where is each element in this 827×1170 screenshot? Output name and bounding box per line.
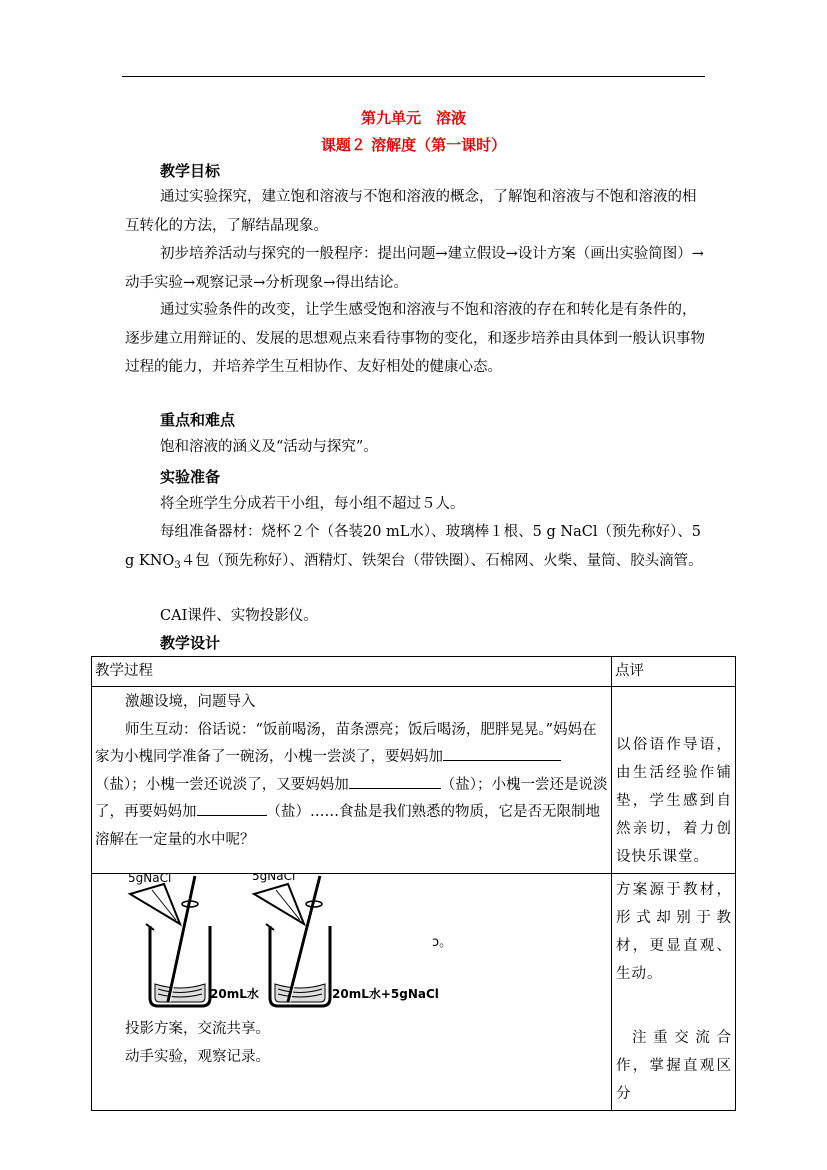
blank-2b xyxy=(429,774,441,789)
intro-comment: 以俗语作导语，由生活经验作铺垫，学生感到自然亲切，着力创设快乐课堂。 xyxy=(616,737,732,865)
prep-materials: 每组准备器材：烧杯２个（各装20 mL水）、玻璃棒１根、5 g NaCl（预先称好）、5 g $KNO_34$包（预先称好）、酒精灯、铁架台（带铁圈）、石棉网、火柴、量筒、胶头滴管。 xyxy=(125,524,703,571)
objective-3: 通过实验条件的改变，让学生感受饱和溶液与不饱和溶液的存在和转化是有条件的，逐步建立用辩证的、发展的思想观点来看待事物的变化，和逐步培养由具体到一般认识事物过程的能力，并培养学生互相协作、友好相处的健康心态。 xyxy=(125,302,705,375)
header-process: 教学过程 xyxy=(95,663,153,679)
beaker-2 xyxy=(252,874,439,1006)
design-heading: 教学设计 xyxy=(160,634,221,652)
step-share: 投影方案，交流共享。 xyxy=(125,1021,270,1037)
blank-2 xyxy=(349,774,429,789)
step-experiment: 动手实验，观察记录。 xyxy=(125,1048,270,1065)
keypoints-heading: 重点和难点 xyxy=(160,411,236,429)
blank-1 xyxy=(443,746,561,761)
blank-3 xyxy=(197,801,267,816)
header-comment-cell xyxy=(612,657,736,687)
beaker-illustration xyxy=(92,874,611,1014)
experiment-steps xyxy=(92,1014,611,1073)
keypoints-text: 饱和溶液的涵义及“活动与探究”。 xyxy=(160,439,378,455)
lesson-title: 课题２ 溶解度（第一课时） xyxy=(320,136,507,154)
experiment-comment-1: 方案源于教材，形式却别于教材，更显直观、生动。 xyxy=(616,882,732,982)
objective-1: 通过实验探究，建立饱和溶液与不饱和溶液的概念，了解饱和溶液与不饱和溶液的相互转化的方法，了解结晶现象。 xyxy=(125,189,697,234)
fig-caption-2: 20mL水+5gNaCl xyxy=(332,987,439,1001)
header-rule xyxy=(122,76,705,77)
intro-block xyxy=(92,687,611,856)
experiment-cell xyxy=(92,874,612,1111)
intro-story: 师生互动：俗话说：“饭前喝汤，苗条漂亮；饭后喝汤，肥胖晃晃。”妈妈在家为小槐同学准备了一碗汤，小槐一尝淡了，要妈妈加（盐）；小槐一尝还说淡了，又要妈妈加 （盐）；小槐一尝还是说淡了，再要妈妈加 （盐）……食盐是我们熟悉的物质，它是否无限制地溶解在一定量的水中呢？ xyxy=(95,721,608,848)
experiment-comment-cell xyxy=(612,874,736,1111)
experiment-figure xyxy=(92,874,611,1014)
intro-comment-cell xyxy=(612,687,736,874)
prep-heading: 实验准备 xyxy=(160,468,221,486)
header-comment: 点评 xyxy=(615,663,644,679)
intro-cell xyxy=(92,687,612,874)
prep-groups: 将全班学生分成若干小组，每小组不超过５人。 xyxy=(160,496,465,512)
fig-label-1: 5gNaCl xyxy=(128,874,172,885)
objectives-heading: 教学目标 xyxy=(160,162,221,180)
experiment-comment-2: 注重交流合作，掌握直观区分 xyxy=(616,1030,732,1102)
unit-title: 第九单元 溶液 xyxy=(360,109,466,127)
objective-2: 初步培养活动与探究的一般程序：提出问题→建立假设→设计方案（画出实验简图）→动手实验→观察记录→分析现象→得出结论。 xyxy=(125,246,704,291)
fig-stray-mark: ɔ。 xyxy=(432,935,453,950)
teaching-design-table xyxy=(91,656,736,1111)
header-process-cell xyxy=(92,657,612,687)
fig-caption-1: 20mL水 xyxy=(210,987,259,1001)
beaker-1 xyxy=(128,874,259,1006)
prep-equipment: CAI课件、实物投影仪。 xyxy=(160,608,318,624)
intro-heading: 激趣设境，问题导入 xyxy=(125,694,256,710)
fig-label-2: 5gNaCl xyxy=(252,874,296,883)
